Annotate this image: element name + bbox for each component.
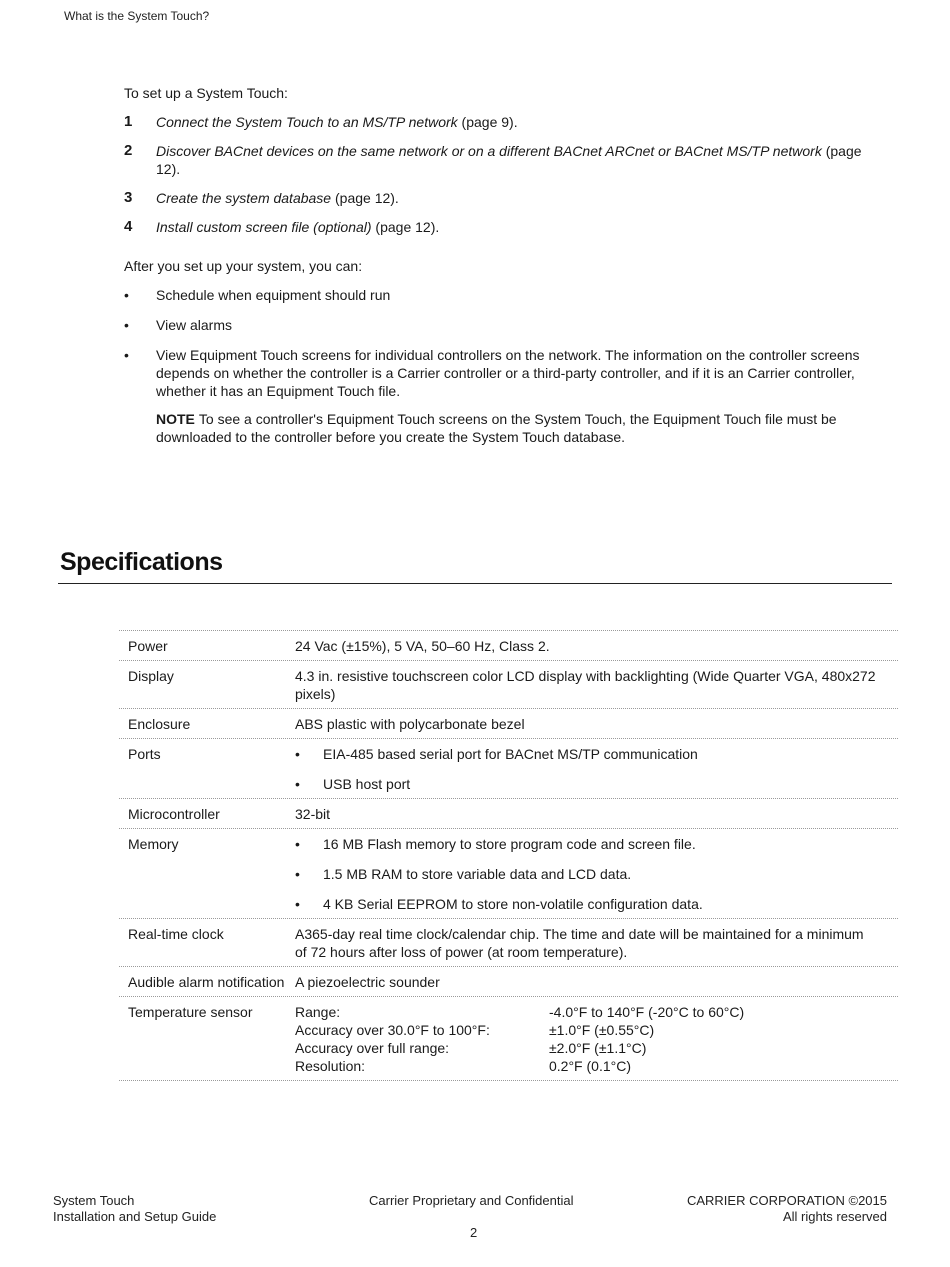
temperature-spec-grid <box>295 1003 898 1075</box>
spec-key: Accuracy over full range: <box>295 1040 450 1056</box>
spec-value: A365-day real time clock/calendar chip. The time and date will be maintained for a minimum of 72 hours after loss of power (at room temperature). <box>295 926 864 960</box>
spec-label: Audible alarm notification <box>128 974 285 990</box>
intro-section <box>124 84 874 446</box>
list-item: • EIA-485 based serial port for BACnet MS/TP communication <box>295 746 698 762</box>
page-number: 2 <box>470 1225 478 1240</box>
step-page-ref: (page 12). <box>331 190 399 206</box>
spec-key: Accuracy over 30.0°F to 100°F: <box>295 1022 490 1038</box>
spec-value: ABS plastic with polycarbonate bezel <box>295 716 525 732</box>
title-divider <box>58 583 892 584</box>
list-item: • 16 MB Flash memory to store program code and screen file. <box>295 836 696 852</box>
note <box>156 410 874 446</box>
note-label: NOTE <box>156 411 195 427</box>
table-row <box>119 709 898 739</box>
table-row <box>119 919 898 967</box>
running-header: What is the System Touch? <box>64 9 210 23</box>
table-row <box>119 739 898 799</box>
footer-product: System Touch <box>53 1193 135 1208</box>
table-row <box>119 829 898 919</box>
step-number: 1 <box>124 113 133 130</box>
list-item: • Schedule when equipment should run <box>124 287 391 303</box>
spec-value-list <box>295 745 898 793</box>
step-number: 3 <box>124 189 133 206</box>
footer-center: Carrier Proprietary and Confidential <box>369 1193 574 1208</box>
bullet-icon: • <box>295 746 300 762</box>
setup-step <box>124 142 874 178</box>
spec-value: A piezoelectric sounder <box>295 974 440 990</box>
list-item: • View Equipment Touch screens for individual controllers on the network. The information on the controller screens depends on whether the controller is a Carrier controller or a third-party controller, and if it is an Carrier controller, whether it has an Equipment Touch file. <box>124 347 860 399</box>
list-item: • View alarms <box>124 317 232 333</box>
after-setup-lead: After you set up your system, you can: <box>124 258 363 274</box>
step-link[interactable]: Discover BACnet devices on the same network or on a different BACnet ARCnet or BACnet MS/TP network <box>156 143 822 159</box>
footer-rights: All rights reserved <box>782 1209 887 1224</box>
section-title: Specifications <box>60 548 223 576</box>
setup-step <box>124 189 874 207</box>
spec-value: 32-bit <box>295 806 331 822</box>
specifications-table <box>119 630 898 1081</box>
step-page-ref: (page 9). <box>457 114 518 130</box>
spec-label: Display <box>128 668 174 684</box>
setup-step <box>124 113 874 131</box>
spec-value: 24 Vac (±15%), 5 VA, 50–60 Hz, Class 2. <box>295 638 550 654</box>
list-item: • 1.5 MB RAM to store variable data and LCD data. <box>295 866 632 882</box>
spec-label: Memory <box>128 836 179 852</box>
step-number: 4 <box>124 218 133 235</box>
footer-copyright: CARRIER CORPORATION ©2015 <box>686 1193 887 1208</box>
spec-value-list <box>295 835 898 913</box>
bullet-icon: • <box>295 866 300 882</box>
table-row <box>119 631 898 661</box>
spec-key: Range: <box>295 1004 341 1020</box>
setup-lead: To set up a System Touch: <box>124 85 288 101</box>
spec-label: Microcontroller <box>128 806 220 822</box>
bullet-icon: • <box>295 896 300 912</box>
setup-steps <box>124 113 874 236</box>
spec-key-value: 0.2°F (0.1°C) <box>549 1058 631 1074</box>
table-row <box>119 799 898 829</box>
step-page-ref: (page 12). <box>371 219 440 235</box>
bullet-icon: • <box>295 776 300 792</box>
step-page-ref: (page 12). <box>156 143 862 177</box>
note-text: To see a controller's Equipment Touch screens on the System Touch, the Equipment Touch file must be downloaded to the controller before you create the System Touch database. <box>156 411 837 445</box>
footer-right <box>687 1193 887 1225</box>
capability-list <box>124 286 874 400</box>
spec-label: Ports <box>128 746 161 762</box>
footer-left <box>53 1193 216 1225</box>
spec-label: Enclosure <box>128 716 191 732</box>
spec-key-value: ±2.0°F (±1.1°C) <box>549 1040 647 1056</box>
spec-label: Real-time clock <box>128 926 224 942</box>
spec-key-value: ±1.0°F (±0.55°C) <box>549 1022 655 1038</box>
setup-step <box>124 218 874 236</box>
spec-value: 4.3 in. resistive touchscreen color LCD display with backlighting (Wide Quarter VGA, 480x272 pixels) <box>295 668 876 702</box>
step-link[interactable]: Create the system database <box>156 190 332 206</box>
spec-key-value: -4.0°F to 140°F (-20°C to 60°C) <box>549 1004 745 1020</box>
list-item: • 4 KB Serial EEPROM to store non-volatile configuration data. <box>295 896 703 912</box>
spec-label: Power <box>128 638 168 654</box>
spec-key: Resolution: <box>295 1058 366 1074</box>
list-item: • USB host port <box>295 776 411 792</box>
bullet-icon: • <box>124 287 129 303</box>
table-row <box>119 661 898 709</box>
step-link[interactable]: Connect the System Touch to an MS/TP network <box>156 114 458 130</box>
spec-label: Temperature sensor <box>128 1004 253 1020</box>
step-link[interactable]: Install custom screen file (optional) <box>156 219 372 235</box>
table-row <box>119 967 898 997</box>
footer-guide: Installation and Setup Guide <box>53 1209 217 1224</box>
bullet-icon: • <box>295 836 300 852</box>
bullet-icon: • <box>124 347 129 363</box>
step-number: 2 <box>124 142 133 159</box>
bullet-icon: • <box>124 317 129 333</box>
table-row <box>119 997 898 1081</box>
